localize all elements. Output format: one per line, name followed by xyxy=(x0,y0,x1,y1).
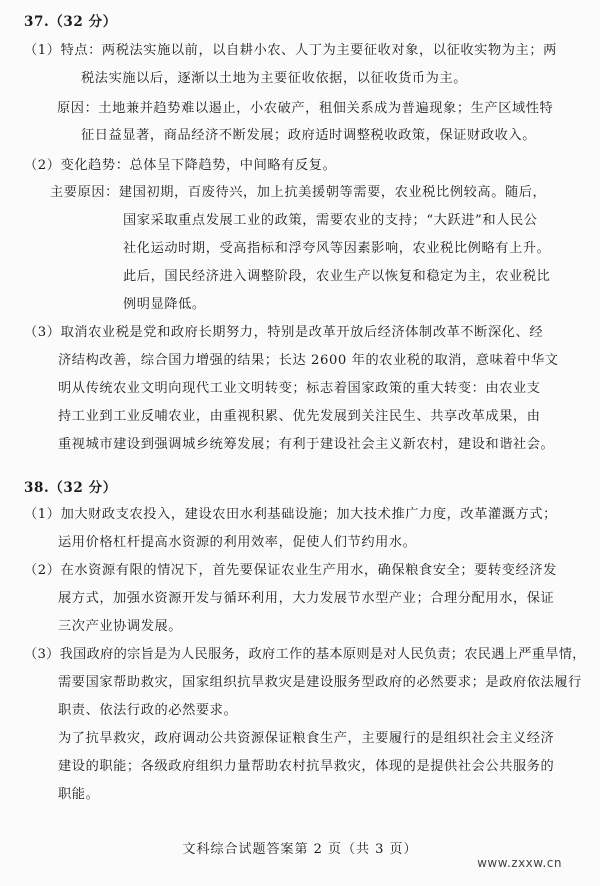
q37-header: 37.（32 分） xyxy=(24,14,117,30)
q37-line: 明从传统农业文明向现代工业文明转变；标志着国家政策的重大转变：由农业支 xyxy=(58,381,541,396)
q37-line: 重视城市建设到强调城乡统筹发展；有利于建设社会主义新农村，建设和谐社会。 xyxy=(58,437,555,452)
q37-line: 社化运动时期，受高指标和浮夸风等因素影响，农业税比例略有上升。 xyxy=(123,241,551,256)
q37-line: 此后，国民经济进入调整阶段，农业生产以恢复和稳定为主，农业税比 xyxy=(123,269,551,284)
q38-line: 建设的职能；各级政府组织力量帮助农村抗旱救灾，体现的是提供社会公共服务的 xyxy=(58,759,555,774)
q37-line: 济结构改善，综合国力增强的结果；长达 2600 年的农业税的取消，意味着中华文 xyxy=(58,353,559,368)
q38-line: 需要国家帮助救灾，国家组织抗旱救灾是建设服务型政府的必然要求；是政府依法履行 xyxy=(58,675,582,690)
q37-line: 税法实施以后，逐渐以土地为主要征收依据，以征收货币为主。 xyxy=(81,71,468,86)
q37-line: 主要原因：建国初期，百废待兴，加上抗美援朝等需要，农业税比例较高。随后， xyxy=(50,185,547,200)
q37-line: 持工业到工业反哺农业，由重视积累、优先发展到关注民生、共享改革成果，由 xyxy=(58,409,541,424)
q37-line: （1）特点：两税法实施以前，以自耕小农、人丁为主要征收对象，以征收实物为主；两 xyxy=(24,43,557,58)
q37-line: （3）取消农业税是党和政府长期努力，特别是改革开放后经济体制改革不断深化、经 xyxy=(24,325,544,340)
page-footer: 文科综合试题答案第 2 页（共 3 页） xyxy=(182,842,418,857)
q38-line: 为了抗旱救灾，政府调动公共资源保证粮食生产，主要履行的是组织社会主义经济 xyxy=(58,731,555,746)
q37-line: 例明显降低。 xyxy=(123,297,206,312)
q38-line: （2）在水资源有限的情况下，首先要保证农业生产用水，确保粮食安全；要转变经济发 xyxy=(24,563,557,578)
q38-line: 运用价格杠杆提高水资源的利用效率，促使人们节约用水。 xyxy=(58,535,417,550)
q38-line: 展方式，加强水资源开发与循环利用，大力发展节水型产业；合理分配用水，保证 xyxy=(58,591,555,606)
q37-line: 征日益显著，商品经济不断发展；政府适时调整税收政策，保证财政收入。 xyxy=(81,128,536,143)
q38-line: 职能。 xyxy=(58,787,100,802)
q38-line: 三次产业协调发展。 xyxy=(58,619,183,634)
q37-line: 原因：土地兼并趋势难以遏止，小农破产，租佃关系成为普遍现象；生产区域性特 xyxy=(57,101,554,116)
q38-line: （3）我国政府的宗旨是为人民服务，政府工作的基本原则是对人民负责；农民遇上严重旱情， xyxy=(24,647,586,662)
watermark-text: www.zxxw.cn xyxy=(477,856,562,870)
q37-line: 国家采取重点发展工业的政策，需要农业的支持；“大跃进”和人民公 xyxy=(123,213,538,228)
q38-header: 38.（32 分） xyxy=(24,480,117,496)
q38-line: （1）加大财政支农投入，建设农田水利基础设施；加大技术推广力度，改革灌溉方式； xyxy=(24,507,557,522)
q37-line: （2）变化趋势：总体呈下降趋势，中间略有反复。 xyxy=(24,158,337,173)
q38-line: 职责、依法行政的必然要求。 xyxy=(58,703,238,718)
